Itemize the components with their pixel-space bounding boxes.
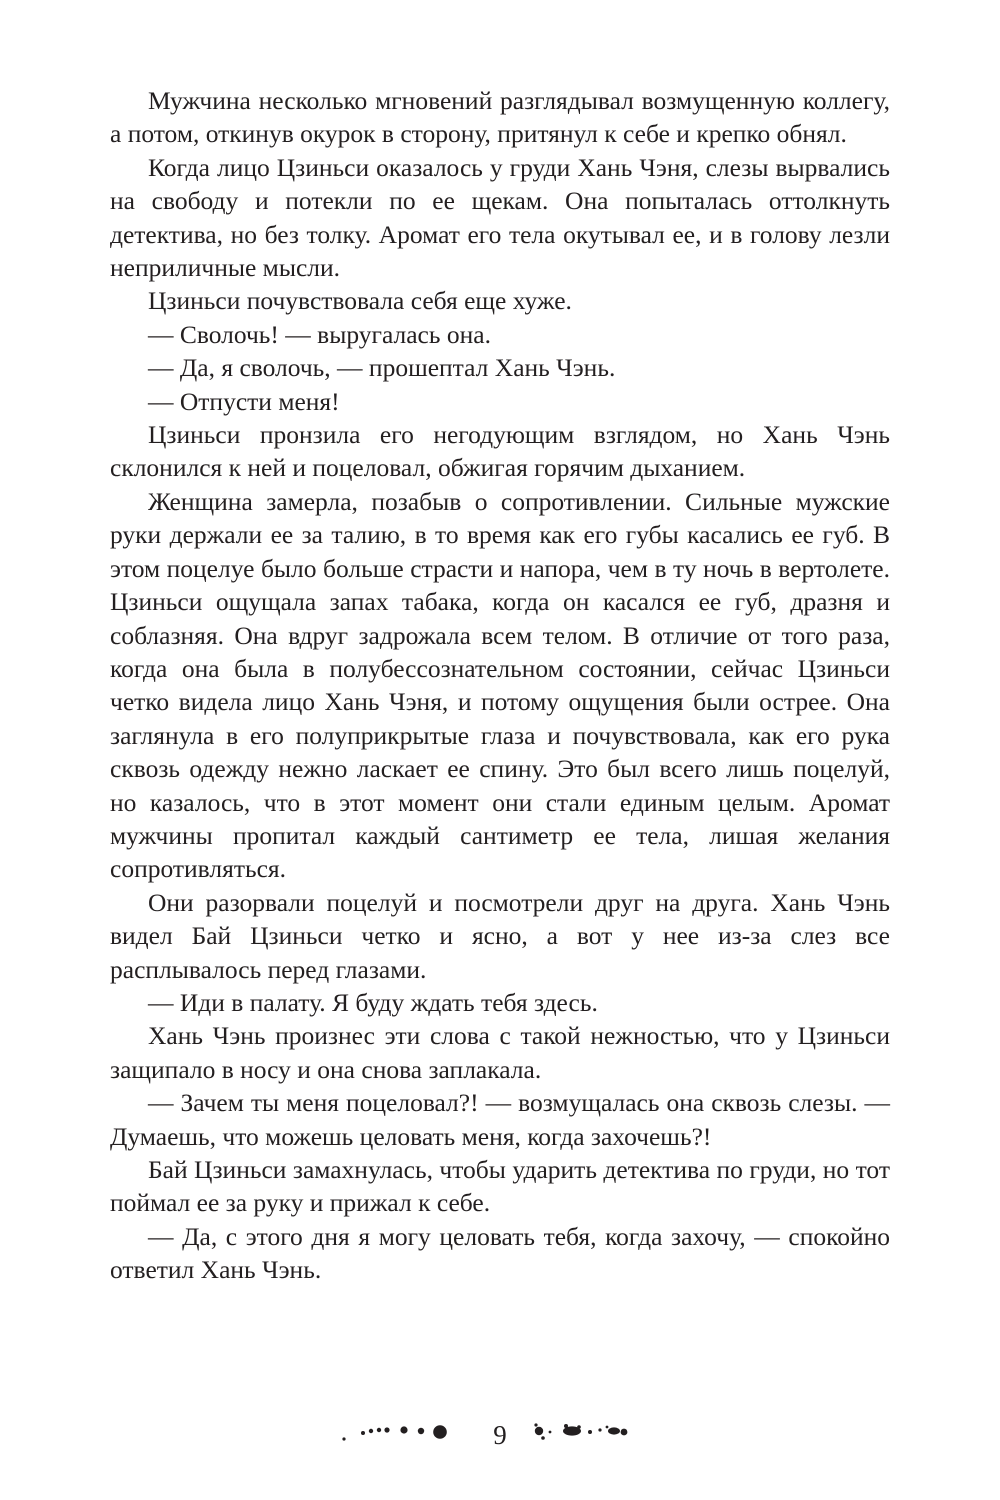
paragraph: Они разорвали поцелуй и посмотрели друг на друга. Хань Чэнь видел Бай Цзиньси четко и ясно, а вот у нее из-за слез все расплывалось перед глазами. — [110, 887, 890, 984]
paragraph: — Иди в палату. Я буду ждать тебя здесь. — [148, 987, 598, 1017]
dotted-ornament-icon — [338, 1418, 450, 1446]
page-footer — [0, 1418, 1000, 1458]
paragraph: Цзиньси почувствовала себя еще хуже. — [148, 286, 572, 316]
paragraph: Бай Цзиньси замахнулась, чтобы ударить детектива по груди, но тот поймал ее за руку и прижал к себе. — [110, 1155, 890, 1218]
paragraph: Цзиньси пронзила его негодующим взглядом, но Хань Чэнь склонился к ней и поцеловал, обжигая горячим дыханием. — [110, 420, 890, 483]
paragraph: — Сволочь! — выругалась она. — [148, 319, 491, 349]
paragraph: — Зачем ты меня поцеловал?! — возмущалась она сквозь слезы. — Думаешь, что можешь целовать меня, когда захочешь?! — [110, 1088, 890, 1151]
splatter-ornament-icon — [532, 1418, 632, 1446]
body-text — [110, 84, 890, 1287]
paragraph: Женщина замерла, позабыв о сопротивлении. Сильные мужские руки держали ее за талию, в то время как его губы касались ее губ. В этом поцелуе было больше страсти и напора, чем в ту ночь в вертолете. Цзиньси ощущала запах табака, когда он касался ее губ, дразня и соблазняя. Она вдруг задрожала всем телом. В отличие от того раза, когда она была в полубессознательном состоянии, сейчас Цзиньси четко видела лицо Хань Чэня, и потому ощущения были острее. Она заглянула в его полуприкрытые глаза и почувствовала, как его рука сквозь одежду нежно ласкает ее спину. Это был всего лишь поцелуй, но казалось, что в этот момент они стали единым целым. Аромат мужчины пропитал каждый сантиметр ее тела, лишая желания сопротивляться. — [110, 486, 890, 884]
paragraph: — Отпусти меня! — [148, 386, 340, 416]
paragraph: — Да, я сволочь, — прошептал Хань Чэнь. — [148, 353, 616, 383]
paragraph: Мужчина несколько мгновений разглядывал возмущенную коллегу, а потом, откинув окурок в сторону, притянул к себе и крепко обнял. — [110, 86, 890, 149]
paragraph: Хань Чэнь произнес эти слова с такой нежностью, что у Цзиньси защипало в носу и она снова заплакала. — [110, 1021, 890, 1084]
paragraph: Когда лицо Цзиньси оказалось у груди Хань Чэня, слезы вырвались на свободу и потекли по ее щекам. Она попыталась оттолкнуть детектива, но без толку. Аромат его тела окутывал ее, и в голову лезли неприличные мысли. — [110, 152, 890, 283]
paragraph: — Да, с этого дня я могу целовать тебя, когда захочу, — спокойно ответил Хань Чэнь. — [110, 1221, 890, 1285]
page-number: 9 — [493, 1420, 507, 1450]
